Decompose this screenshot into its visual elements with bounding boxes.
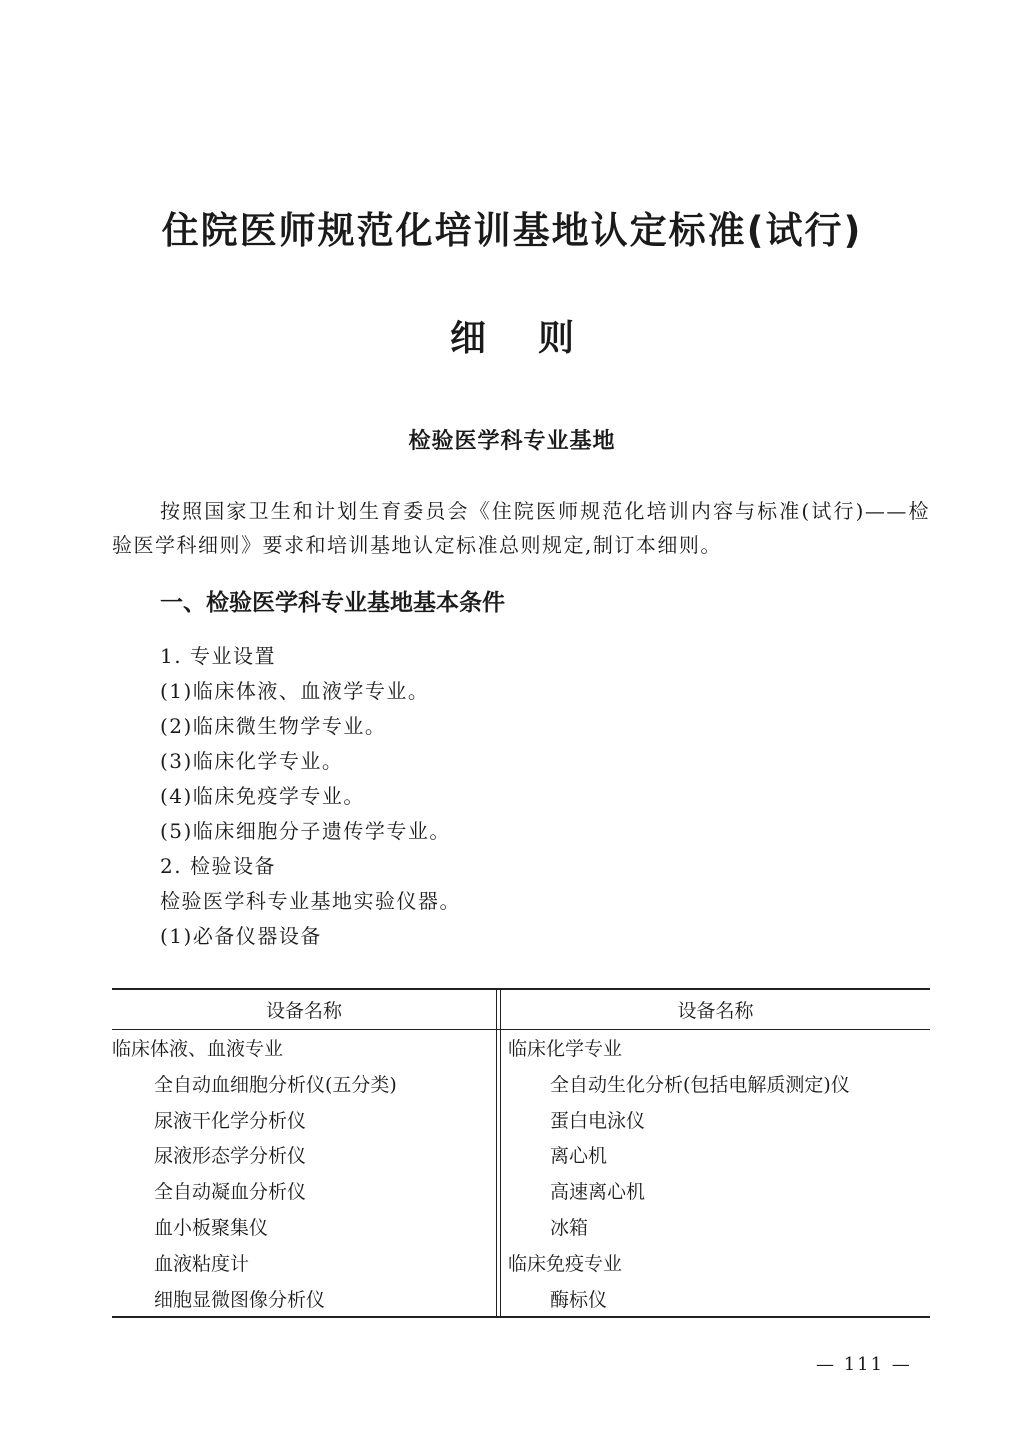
list-line: (2)临床微生物学专业。 (160, 714, 387, 738)
subtitle-char-2: 则 (538, 318, 575, 359)
table-column-divider (496, 990, 501, 1316)
part-heading: 一、检验医学科专业基地基本条件 (160, 590, 505, 616)
table-category-row: 临床化学专业 (508, 1038, 623, 1060)
list-line: 1. 专业设置 (160, 644, 276, 668)
table-category-row: 临床体液、血液专业 (112, 1038, 284, 1060)
list-line: (1)必备仪器设备 (160, 924, 322, 948)
intro-paragraph: 按照国家卫生和计划生育委员会《住院医师规范化培训内容与标准(试行)——检验医学科细则》要求和培训基地认定标准总则规定,制订本细则。 (112, 499, 930, 557)
table-top-rule (112, 988, 930, 990)
list-line: (1)临床体液、血液学专业。 (160, 679, 430, 703)
document-subtitle (0, 310, 1024, 361)
table-row: 酶标仪 (550, 1288, 608, 1311)
subtitle-char-1: 细 (449, 318, 486, 359)
list-line: 检验医学科专业基地实验仪器。 (160, 889, 461, 913)
list-line: (5)临床细胞分子遗传学专业。 (160, 819, 451, 843)
table-row: 全自动生化分析(包括电解质测定)仪 (550, 1073, 850, 1096)
table-row: 高速离心机 (550, 1181, 646, 1204)
table-row: 全自动凝血分析仪 (154, 1181, 307, 1204)
section-heading: 检验医学科专业基地 (408, 429, 616, 454)
table-row: 细胞显微图像分析仪 (154, 1288, 326, 1311)
document-title: 住院医师规范化培训基地认定标准(试行) (161, 209, 863, 252)
list-line: (4)临床免疫学专业。 (160, 784, 365, 808)
page-number: — 111 — (816, 1354, 912, 1375)
table-row: 全自动血细胞分析仪(五分类) (154, 1073, 397, 1096)
table-row: 血小板聚集仪 (154, 1216, 269, 1239)
table-row: 尿液干化学分析仪 (154, 1109, 307, 1132)
table-category-row: 临床免疫专业 (508, 1252, 623, 1275)
table-column-right (508, 1032, 930, 1318)
table-column-left (112, 1032, 496, 1318)
table-header-rule (112, 1029, 930, 1030)
table-row: 血液粘度计 (154, 1252, 250, 1275)
table-row: 冰箱 (550, 1216, 589, 1239)
table-row: 离心机 (550, 1145, 608, 1168)
table-header-right: 设备名称 (677, 1000, 754, 1022)
table-header-left: 设备名称 (265, 1000, 342, 1022)
equipment-table (112, 988, 930, 1318)
table-row: 尿液形态学分析仪 (154, 1145, 307, 1168)
list-line: (3)临床化学专业。 (160, 749, 344, 773)
table-row: 蛋白电泳仪 (550, 1109, 646, 1132)
list-line: 2. 检验设备 (160, 854, 276, 878)
